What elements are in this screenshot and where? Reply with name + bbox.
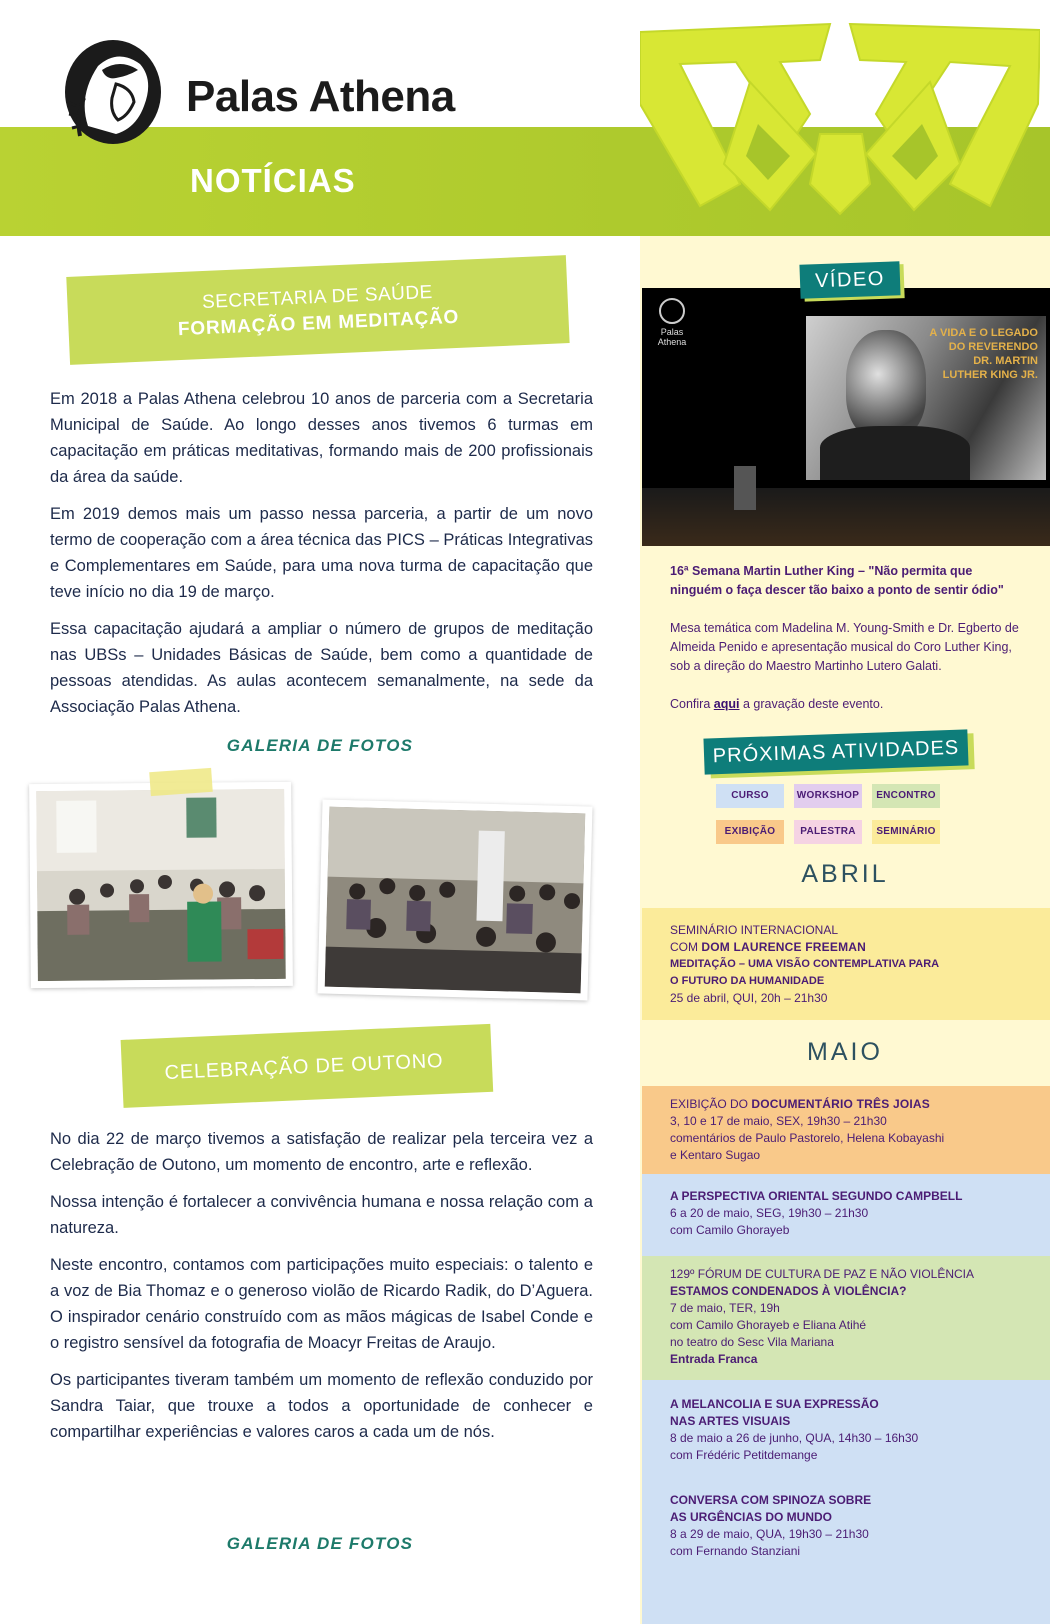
article2-paragraph-3: Neste encontro, contamos com participações muito especiais: o talento e a voz de Bia Thomaz e o generoso violão de Ricardo Radik, do D’Aguera. O inspirador cenário construído com as mãos mágicas de Isabel Conde e o registro sensível da fotografia de Moacyr Freitas de Araujo. xyxy=(50,1256,593,1352)
header xyxy=(0,0,1050,236)
event-perspectiva-oriental[interactable] xyxy=(642,1174,1050,1256)
event-title: DOCUMENTÁRIO TRÊS JOIAS xyxy=(751,1097,930,1111)
event-speakers: com Frédéric Petitdemange xyxy=(670,1448,818,1462)
video-cta-after: a gravação deste evento. xyxy=(739,697,884,711)
article1-body xyxy=(50,386,593,731)
event-title: A MELANCOLIA E SUA EXPRESSÃO xyxy=(670,1397,879,1411)
article2-body xyxy=(50,1126,593,1456)
event-speakers: com Fernando Stanziani xyxy=(670,1544,801,1558)
event-speakers: comentários de Paulo Pastorelo, Helena Kobayashi xyxy=(670,1131,945,1145)
article2-paragraph-4: Os participantes tiveram também um momento de reflexão conduzido por Sandra Taiar, que trouxe a todos a oportunidade de conhecer e compartilhar experiências e valores caros a cada um de nós. xyxy=(50,1371,593,1441)
event-line: 129º FÓRUM DE CULTURA DE PAZ E NÃO VIOLÊNCIA xyxy=(670,1267,975,1281)
video-screen xyxy=(806,316,1046,480)
event-date: 8 a 29 de maio, QUA, 19h30 – 21h30 xyxy=(670,1527,869,1541)
legend-encontro[interactable]: ENCONTRO xyxy=(872,784,940,808)
event-title: NAS ARTES VISUAIS xyxy=(670,1414,791,1428)
video-label: VÍDEO xyxy=(799,261,900,298)
video-player-logo-text: Palas Athena xyxy=(657,327,687,347)
video-cta-before: Confira xyxy=(670,697,714,711)
gallery-link-2[interactable]: GALERIA DE FOTOS xyxy=(226,1534,414,1553)
event-prefix: COM xyxy=(670,940,702,954)
event-spinoza[interactable] xyxy=(642,1480,1050,1624)
tribal-pattern-decoration xyxy=(640,14,1040,219)
upcoming-label: PRÓXIMAS ATIVIDADES xyxy=(703,729,968,774)
event-title: CONVERSA COM SPINOZA SOBRE xyxy=(670,1493,872,1507)
article2-paragraph-2: Nossa intenção é fortalecer a convivência humana e nossa relação com a natureza. xyxy=(50,1193,593,1237)
video-player[interactable] xyxy=(642,288,1050,546)
article2-paragraph-1: No dia 22 de março tivemos a satisfação de realizar pela terceira vez a Celebração de Outono, um momento de encontro, arte e reflexão. xyxy=(50,1130,593,1174)
event-date: 7 de maio, TER, 19h xyxy=(670,1301,780,1315)
portrait xyxy=(846,330,926,440)
podium xyxy=(734,466,756,510)
photo-tape xyxy=(149,768,213,796)
event-subtitle: MEDITAÇÃO – UMA VISÃO CONTEMPLATIVA PARA xyxy=(670,958,940,970)
section-label-secretaria xyxy=(81,264,556,359)
athena-small-icon xyxy=(659,298,685,324)
legend-palestra[interactable]: PALESTRA xyxy=(794,820,862,844)
section-label-celebracao xyxy=(133,1033,475,1104)
category-legend xyxy=(716,784,976,844)
event-speakers: com Camilo Ghorayeb e Eliana Atihé xyxy=(670,1318,867,1332)
gallery-link-1[interactable]: GALERIA DE FOTOS xyxy=(226,736,414,755)
video-title: 16ª Semana Martin Luther King – "Não permita que ninguém o faça descer tão baixo a ponto de sentir ódio" xyxy=(670,564,1004,597)
event-date: 3, 10 e 17 de maio, SEX, 19h30 – 21h30 xyxy=(670,1114,887,1128)
event-line: SEMINÁRIO INTERNACIONAL xyxy=(670,923,839,937)
legend-exibicao[interactable]: EXIBIÇÃO xyxy=(716,820,784,844)
event-seminario-freeman[interactable] xyxy=(642,908,1050,1020)
event-date: 8 de maio a 26 de junho, QUA, 14h30 – 16h30 xyxy=(670,1431,919,1445)
month-april: ABRIL xyxy=(801,860,889,888)
article1-paragraph-3: Essa capacitação ajudará a ampliar o número de grupos de meditação nas UBSs – Unidades Básicas de Saúde, bem como a quantidade de pessoas atendidas. As aulas acontecem semanalmente, na sede da Associação Palas Athena. xyxy=(50,620,593,716)
legend-workshop[interactable]: WORKSHOP xyxy=(794,784,862,808)
event-speaker: DOM LAURENCE FREEMAN xyxy=(701,940,867,954)
event-title: AS URGÊNCIAS DO MUNDO xyxy=(670,1510,833,1524)
event-line xyxy=(670,1096,1050,1113)
video-cta xyxy=(670,695,1020,714)
video-screen-title: A VIDA E O LEGADO DO REVERENDO DR. MARTIN LUTHER KING JR. xyxy=(929,327,1038,381)
event-melancolia[interactable] xyxy=(642,1380,1050,1480)
month-may: MAIO xyxy=(807,1038,883,1066)
section-label-text: CELEBRAÇÃO DE OUTONO xyxy=(164,1049,444,1085)
page-title: NOTÍCIAS xyxy=(190,162,356,199)
photo-meditation-group-2[interactable] xyxy=(318,799,593,1000)
article1-paragraph-1: Em 2018 a Palas Athena celebrou 10 anos de parceria com a Secretaria Municipal de Saúde. Ao longo desses anos tivemos 6 turmas em capacitação em práticas meditativas, formando mais de 200 profissionais da área da saúde. xyxy=(50,390,593,486)
event-subtitle: O FUTURO DA HUMANIDADE xyxy=(670,975,825,987)
event-venue: no teatro do Sesc Vila Mariana xyxy=(670,1335,834,1349)
video-stage xyxy=(642,488,1050,546)
section-label-line2: FORMAÇÃO EM MEDITAÇÃO xyxy=(177,306,460,341)
event-prefix: EXIBIÇÃO DO xyxy=(670,1097,752,1111)
event-forum-cultura-paz[interactable] xyxy=(642,1256,1050,1380)
video-desc: Mesa temática com Madelina M. Young-Smith e Dr. Egberto de Almeida Penido e apresentação musical do Coro Luther King, sob a direção do Maestro Martinho Lutero Galati. xyxy=(670,621,1019,673)
event-speakers: com Camilo Ghorayeb xyxy=(670,1223,790,1237)
sidebar xyxy=(640,236,1050,1624)
event-speakers: e Kentaro Sugao xyxy=(670,1148,761,1162)
event-price: Entrada Franca xyxy=(670,1352,758,1366)
brand-name[interactable]: Palas Athena xyxy=(186,72,455,121)
event-date: 6 a 20 de maio, SEG, 19h30 – 21h30 xyxy=(670,1206,869,1220)
portrait-suit xyxy=(820,426,970,480)
event-title: ESTAMOS CONDENADOS À VIOLÊNCIA? xyxy=(670,1284,907,1298)
photo-meditation-group-1[interactable] xyxy=(29,782,293,988)
video-recording-link[interactable]: aqui xyxy=(713,697,740,711)
section-label-line1: SECRETARIA DE SAÚDE xyxy=(201,281,434,314)
video-player-logo xyxy=(650,298,694,347)
legend-curso[interactable]: CURSO xyxy=(716,784,784,808)
event-title: A PERSPECTIVA ORIENTAL SEGUNDO CAMPBELL xyxy=(670,1189,963,1203)
video-description xyxy=(670,562,1020,733)
article1-paragraph-2: Em 2019 demos mais um passo nessa parceria, a partir de um novo termo de cooperação com a área técnica das PICS – Práticas Integrativas e Complementares em Saúde, para uma nova turma de capacitação que teve início no dia 19 de março. xyxy=(50,505,593,601)
legend-seminario[interactable]: SEMINÁRIO xyxy=(872,820,940,844)
athena-logo-icon[interactable] xyxy=(58,36,168,148)
event-date: 25 de abril, QUI, 20h – 21h30 xyxy=(670,991,828,1005)
event-documentario-tres-joias[interactable] xyxy=(642,1086,1050,1174)
event-line xyxy=(670,939,1050,956)
